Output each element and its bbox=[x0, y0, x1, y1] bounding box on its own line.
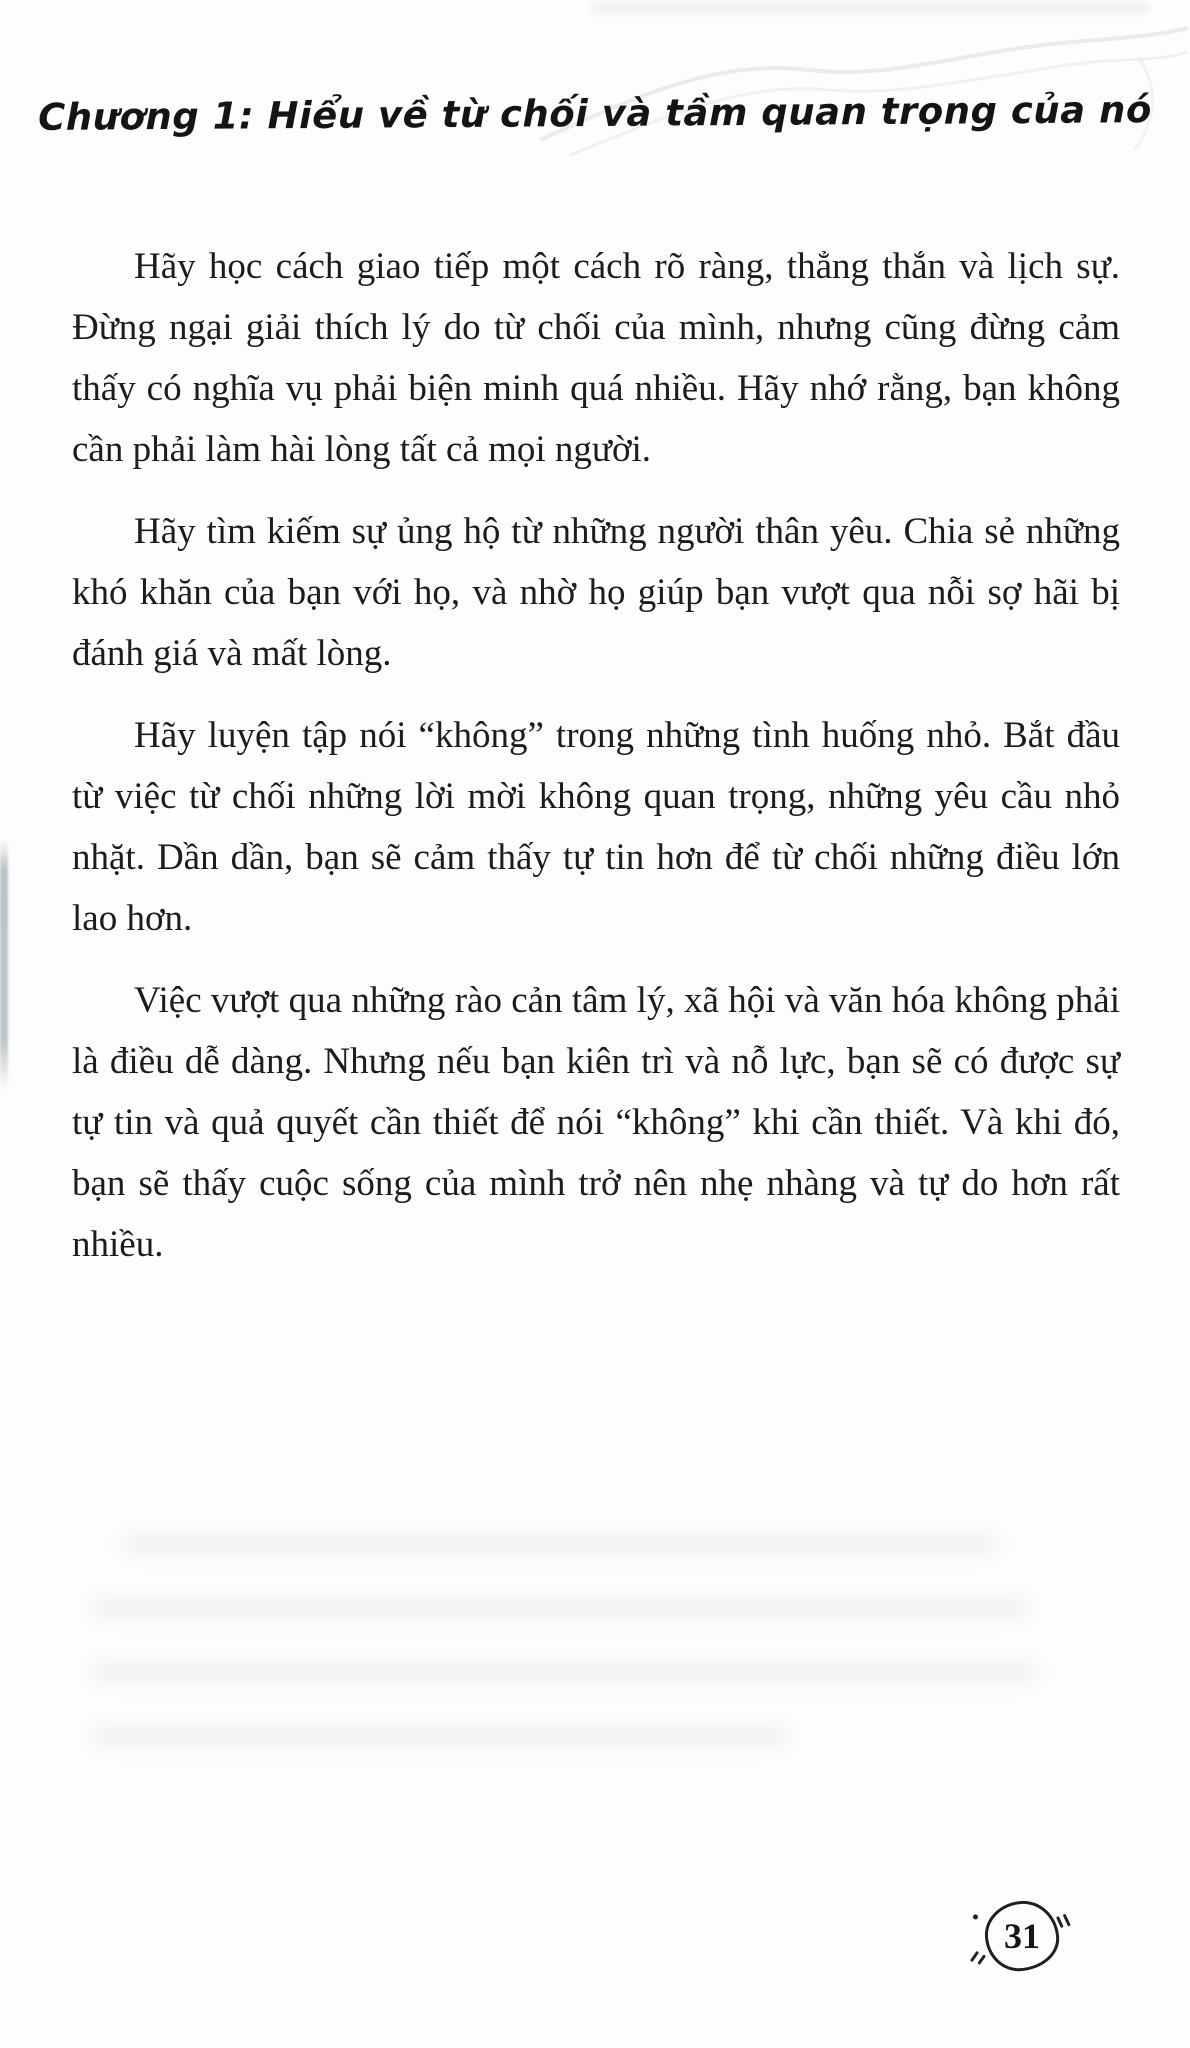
bleed-through-smudge bbox=[90, 1660, 1040, 1686]
body-paragraph: Hãy học cách giao tiếp một cách rõ ràng, thẳng thắn và lịch sự. Đừng ngại giải thích lý do từ chối của mình, nhưng cũng đừng cảm thấy có nghĩa vụ phải biện minh quá nhiều. Hãy nhớ rằng, bạn không cần phải làm hài lòng tất cả mọi người. bbox=[72, 246, 1120, 470]
page-body bbox=[72, 236, 1120, 1296]
badge-tick-dot bbox=[973, 1914, 978, 1919]
badge-tick-left bbox=[977, 1954, 986, 1965]
bleed-through-smudge bbox=[120, 1532, 1000, 1558]
badge-tick-right bbox=[1063, 1914, 1071, 1927]
page-gutter-shadow bbox=[0, 840, 8, 1090]
bleed-through-smudge bbox=[590, 2, 1150, 14]
decorative-swirl bbox=[420, 0, 1190, 160]
body-paragraph: Hãy luyện tập nói “không” trong những tình huống nhỏ. Bắt đầu từ việc từ chối những lời mời không quan trọng, những yêu cầu nhỏ nhặt. Dần dần, bạn sẽ cảm thấy tự tin hơn để từ chối những điều lớn lao hơn. bbox=[72, 715, 1120, 939]
bleed-through-smudge bbox=[90, 1724, 790, 1750]
bleed-through-smudge bbox=[90, 1596, 1030, 1622]
badge-tick-right bbox=[1056, 1916, 1064, 1928]
chapter-header: Chương 1: Hiểu về từ chối và tầm quan trọng của nó bbox=[38, 88, 1152, 139]
body-paragraph: Hãy tìm kiếm sự ủng hộ từ những người thân yêu. Chia sẻ những khó khăn của bạn với họ, và nhờ họ giúp bạn vượt qua nỗi sợ hãi bị đánh giá và mất lòng. bbox=[72, 511, 1120, 674]
page-number-badge bbox=[983, 1899, 1061, 1973]
body-paragraph: Việc vượt qua những rào cản tâm lý, xã hội và văn hóa không phải là điều dễ dàng. Nhưng nếu bạn kiên trì và nỗ lực, bạn sẽ có được sự tự tin và quả quyết cần thiết để nói “không” khi cần thiết. Và khi đó, bạn sẽ thấy cuộc sống của mình trở nên nhẹ nhàng và tự do hơn rất nhiều. bbox=[72, 980, 1120, 1265]
page-number: 31 bbox=[1004, 1916, 1040, 1956]
